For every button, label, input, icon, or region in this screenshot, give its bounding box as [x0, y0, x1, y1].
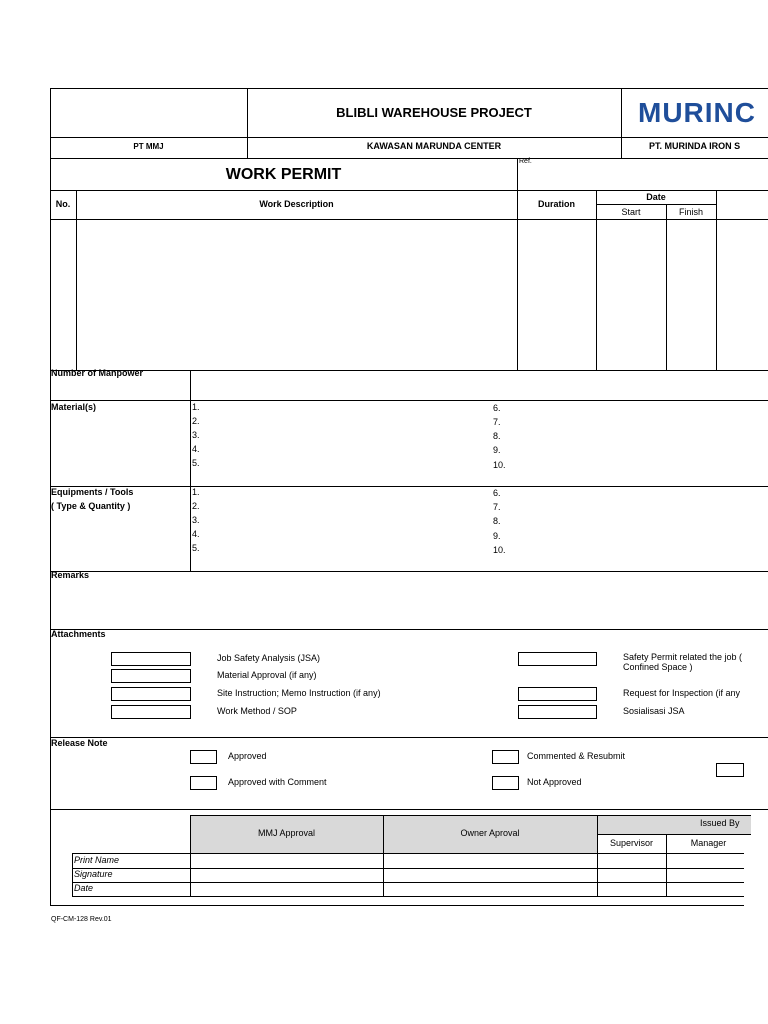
approval-head-bottom — [72, 853, 744, 854]
approval-row-2 — [72, 868, 744, 869]
approval-bottom — [72, 896, 744, 897]
equipment-num-4: 4. — [192, 529, 200, 539]
attachment-site-instruction: Site Instruction; Memo Instruction (if any) — [217, 688, 381, 698]
release-note-label: Release Note — [51, 738, 108, 748]
equipment-num-1: 1. — [192, 487, 200, 497]
equipment-num-10: 10. — [493, 545, 506, 555]
materials-input[interactable] — [205, 401, 744, 485]
material-num-5: 5. — [192, 458, 200, 468]
approval-left-line — [72, 853, 73, 897]
equipment-num-3: 3. — [192, 515, 200, 525]
material-num-1: 1. — [192, 402, 200, 412]
equipment-num-8: 8. — [493, 516, 501, 526]
manpower-label: Number of Manpower — [51, 368, 144, 378]
release-bottom — [50, 809, 768, 810]
material-num-9: 9. — [493, 445, 501, 455]
company-left: PT MMJ — [133, 142, 164, 151]
attachment-checkbox-jsa[interactable] — [111, 652, 191, 666]
material-num-6: 6. — [493, 403, 501, 413]
attachment-checkbox-site-instruction[interactable] — [111, 687, 191, 701]
equipment-sublabel: ( Type & Quantity ) — [51, 501, 131, 511]
attachment-safety-permit: Safety Permit related the job ( — [623, 652, 743, 662]
company-logo — [638, 97, 756, 129]
attachment-sosialisasi: Sosialisasi JSA — [623, 706, 685, 716]
logo-text: MURINC — [638, 97, 756, 128]
equipment-input[interactable] — [205, 487, 744, 571]
start-col-line — [666, 204, 667, 371]
title-row-bottom — [50, 190, 768, 191]
release-checkbox-approved-comment[interactable] — [190, 776, 217, 790]
attachments-bottom — [50, 737, 768, 738]
materials-label: Material(s) — [51, 402, 97, 412]
col-no: No. — [55, 199, 71, 209]
release-checkbox-commented[interactable] — [492, 750, 519, 764]
form-title: WORK PERMIT — [225, 166, 342, 183]
attachment-checkbox-sosialisasi[interactable] — [518, 705, 597, 719]
attachment-safety-permit-cont: Confined Space ) — [623, 662, 693, 672]
location-label: KAWASAN MARUNDA CENTER — [366, 141, 502, 151]
supervisor-header: Supervisor — [609, 838, 654, 848]
release-checkbox-approved[interactable] — [190, 750, 217, 764]
equipment-num-6: 6. — [493, 488, 501, 498]
equipment-num-7: 7. — [493, 502, 501, 512]
header-divider-2 — [621, 88, 622, 159]
row-print-name: Print Name — [74, 855, 120, 865]
attachment-checkbox-work-method[interactable] — [111, 705, 191, 719]
release-checkbox-not-approved[interactable] — [492, 776, 519, 790]
equipment-label: Equipments / Tools — [51, 487, 134, 497]
remarks-bottom — [50, 629, 768, 630]
approval-mmj-line — [383, 815, 384, 897]
issued-sub-line — [597, 834, 751, 835]
col-description: Work Description — [259, 199, 334, 209]
mmj-approval-header: MMJ Approval — [257, 828, 316, 838]
manpower-input[interactable] — [191, 371, 744, 400]
attachment-checkbox-inspection[interactable] — [518, 687, 597, 701]
attachment-checkbox-material[interactable] — [111, 669, 191, 683]
project-title: BLIBLI WAREHOUSE PROJECT — [336, 105, 532, 120]
col-finish: Finish — [678, 207, 703, 217]
duration-col-line — [596, 190, 597, 371]
material-num-3: 3. — [192, 430, 200, 440]
finish-col-line — [716, 190, 717, 371]
release-checkbox-extra[interactable] — [716, 763, 744, 777]
equipment-num-2: 2. — [192, 501, 200, 511]
release-commented: Commented & Resubmit — [527, 751, 626, 761]
date-sub-line — [596, 204, 716, 205]
frame-top — [50, 88, 768, 89]
attachment-jsa: Job Safety Analysis (JSA) — [217, 653, 321, 663]
company-right: PT. MURINDA IRON S — [649, 141, 741, 151]
row-signature: Signature — [74, 869, 113, 879]
release-approved-comment: Approved with Comment — [228, 777, 327, 787]
attachment-material: Material Approval (if any) — [217, 670, 317, 680]
approval-owner-line — [597, 815, 598, 897]
material-num-8: 8. — [493, 431, 501, 441]
owner-approval-header: Owner Aproval — [460, 828, 520, 838]
attachments-label: Attachments — [51, 629, 106, 639]
material-num-10: 10. — [493, 460, 506, 470]
attachment-inspection: Request for Inspection (if any — [623, 688, 741, 698]
approval-top — [190, 815, 751, 816]
ref-label: Ref. — [519, 158, 532, 165]
equipment-num-9: 9. — [493, 531, 501, 541]
work-entry-area[interactable] — [77, 220, 517, 370]
header-bottom-line — [50, 158, 768, 159]
remarks-input[interactable] — [51, 584, 744, 628]
release-approved: Approved — [228, 751, 267, 761]
material-num-2: 2. — [192, 416, 200, 426]
approval-row-3 — [72, 882, 744, 883]
approval-label-line — [190, 815, 191, 897]
form-code: QF-CM-128 Rev.01 — [51, 916, 112, 923]
remarks-label: Remarks — [51, 570, 90, 580]
col-duration: Duration — [538, 199, 575, 209]
col-date: Date — [646, 192, 666, 202]
equipment-bottom — [50, 571, 768, 572]
issued-by-header: Issued By — [700, 818, 740, 828]
equipment-num-5: 5. — [192, 543, 200, 553]
frame-left — [50, 88, 51, 906]
attachment-work-method: Work Method / SOP — [217, 706, 297, 716]
attachment-checkbox-safety-permit[interactable] — [518, 652, 597, 666]
row-date: Date — [74, 883, 94, 893]
release-not-approved: Not Approved — [527, 777, 582, 787]
col-start: Start — [621, 207, 641, 217]
material-num-7: 7. — [493, 417, 501, 427]
frame-bottom — [50, 905, 744, 906]
manager-header: Manager — [690, 838, 727, 848]
header-row-line — [50, 137, 768, 138]
material-num-4: 4. — [192, 444, 200, 454]
